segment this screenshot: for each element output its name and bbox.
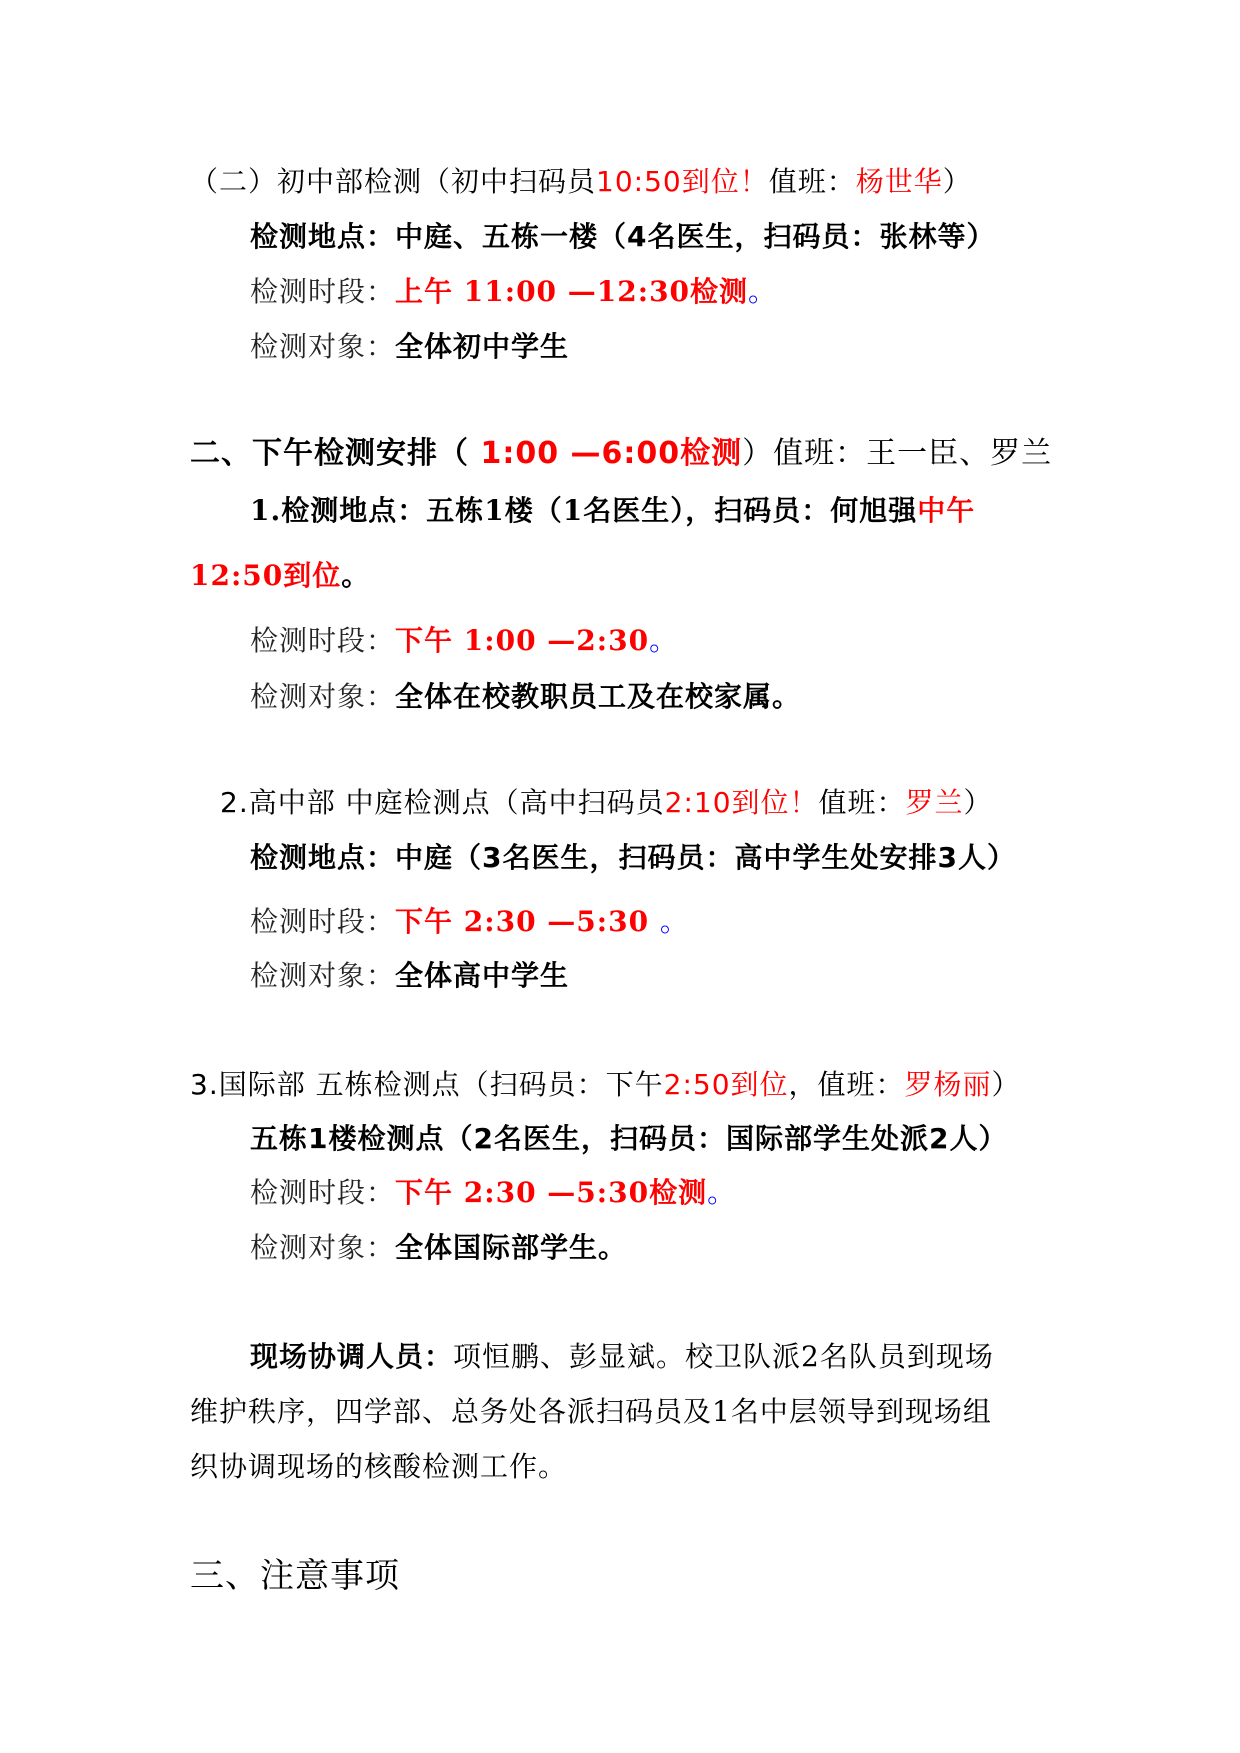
intl-target xyxy=(250,1228,627,1268)
afternoon-heading-duty: ）值班：王一臣、罗兰 xyxy=(742,436,1053,471)
senior-duty-label: 值班： xyxy=(818,786,906,819)
coordination-line-2: 维护秩序，四学部、总务处各派扫码员及1名中层领导到现场组 xyxy=(190,1395,992,1428)
afternoon-item1-cont xyxy=(190,556,370,596)
coordination-line-1 xyxy=(250,1337,994,1377)
senior-period-value: 下午 2:30 —5:30 xyxy=(395,905,660,938)
senior-period xyxy=(250,902,689,942)
senior-location: 检测地点：中庭（3名医生，扫码员：高中学生处安排3人） xyxy=(250,841,1016,874)
coordination-label: 现场协调人员： xyxy=(250,1340,454,1373)
afternoon-item1 xyxy=(250,491,975,531)
afternoon-target-label-text: 检测对象： xyxy=(250,680,396,713)
junior-heading-close: ） xyxy=(942,165,972,198)
intl-heading xyxy=(190,1065,1021,1105)
afternoon-period-label: 检测时段： xyxy=(250,624,396,657)
coordination-text-1: 项恒鹏、彭显斌。校卫队派2名队员到现场 xyxy=(453,1340,994,1373)
junior-target xyxy=(250,327,569,367)
senior-period-label: 检测时段： xyxy=(250,905,396,938)
junior-period-end: 。 xyxy=(748,275,778,308)
afternoon-item1-end: 。 xyxy=(341,559,371,592)
junior-arrival-time: 10:50到位！ xyxy=(596,165,769,198)
afternoon-item1-noon: 中午 xyxy=(917,494,976,527)
afternoon-heading xyxy=(190,434,1052,474)
intl-location: 五栋1楼检测点（2名医生，扫码员：国际部学生处派2人） xyxy=(250,1122,1008,1155)
junior-target-label: 检测对象： xyxy=(250,330,396,363)
junior-period-label: 检测时段： xyxy=(250,275,396,308)
intl-target-value: 全体国际部学生。 xyxy=(395,1231,628,1264)
afternoon-period-value: 下午 1:00 —2:30 xyxy=(395,624,650,657)
junior-target-value: 全体初中学生 xyxy=(395,330,570,363)
notes-heading: 三、注意事项 xyxy=(190,1556,400,1596)
intl-duty-name: 罗杨丽 xyxy=(904,1068,992,1101)
senior-target xyxy=(250,956,569,996)
senior-heading-text: 2.高中部 中庭检测点（高中扫码员 xyxy=(220,786,665,819)
intl-period-label: 检测时段： xyxy=(250,1176,396,1209)
senior-heading xyxy=(220,783,993,823)
afternoon-heading-time: 1:00 —6:00检测 xyxy=(480,436,743,471)
senior-target-label: 检测对象： xyxy=(250,959,396,992)
afternoon-heading-text: 二、下午检测安排（ xyxy=(190,436,481,471)
intl-heading-text: 3.国际部 五栋检测点（扫码员：下午 xyxy=(190,1068,664,1101)
afternoon-period-end: 。 xyxy=(649,624,679,657)
afternoon-period xyxy=(250,621,678,661)
junior-duty-name: 杨世华 xyxy=(855,165,943,198)
junior-period xyxy=(250,272,777,312)
senior-duty-name: 罗兰 xyxy=(905,786,964,819)
coordination-line-3: 织协调现场的核酸检测工作。 xyxy=(190,1450,568,1483)
afternoon-item1-text: 1.检测地点：五栋1楼（1名医生），扫码员：何旭强 xyxy=(250,494,918,527)
intl-duty-label: ，值班： xyxy=(788,1068,905,1101)
intl-target-label: 检测对象： xyxy=(250,1231,396,1264)
afternoon-item1-time: 12:50到位 xyxy=(190,559,342,592)
intl-period-end: 。 xyxy=(707,1176,737,1209)
senior-target-value: 全体高中学生 xyxy=(395,959,570,992)
intl-period-value: 下午 2:30 —5:30检测 xyxy=(395,1176,708,1209)
junior-period-value: 上午 11:00 —12:30检测 xyxy=(395,275,749,308)
intl-period xyxy=(250,1173,736,1213)
intl-heading-close: ） xyxy=(991,1068,1021,1101)
senior-heading-close: ） xyxy=(963,786,993,819)
intl-arrival-time: 2:50到位 xyxy=(663,1068,789,1101)
afternoon-target xyxy=(250,677,801,717)
senior-period-end: 。 xyxy=(659,905,689,938)
junior-heading xyxy=(190,162,972,202)
senior-arrival-time: 2:10到位！ xyxy=(664,786,819,819)
junior-duty-label: 值班： xyxy=(768,165,856,198)
junior-heading-text: （二）初中部检测（初中扫码员 xyxy=(190,165,597,198)
afternoon-target-value: 全体在校教职员工及在校家属。 xyxy=(395,680,802,713)
junior-location: 检测地点：中庭、五栋一楼（4名医生，扫码员：张林等） xyxy=(250,220,996,253)
